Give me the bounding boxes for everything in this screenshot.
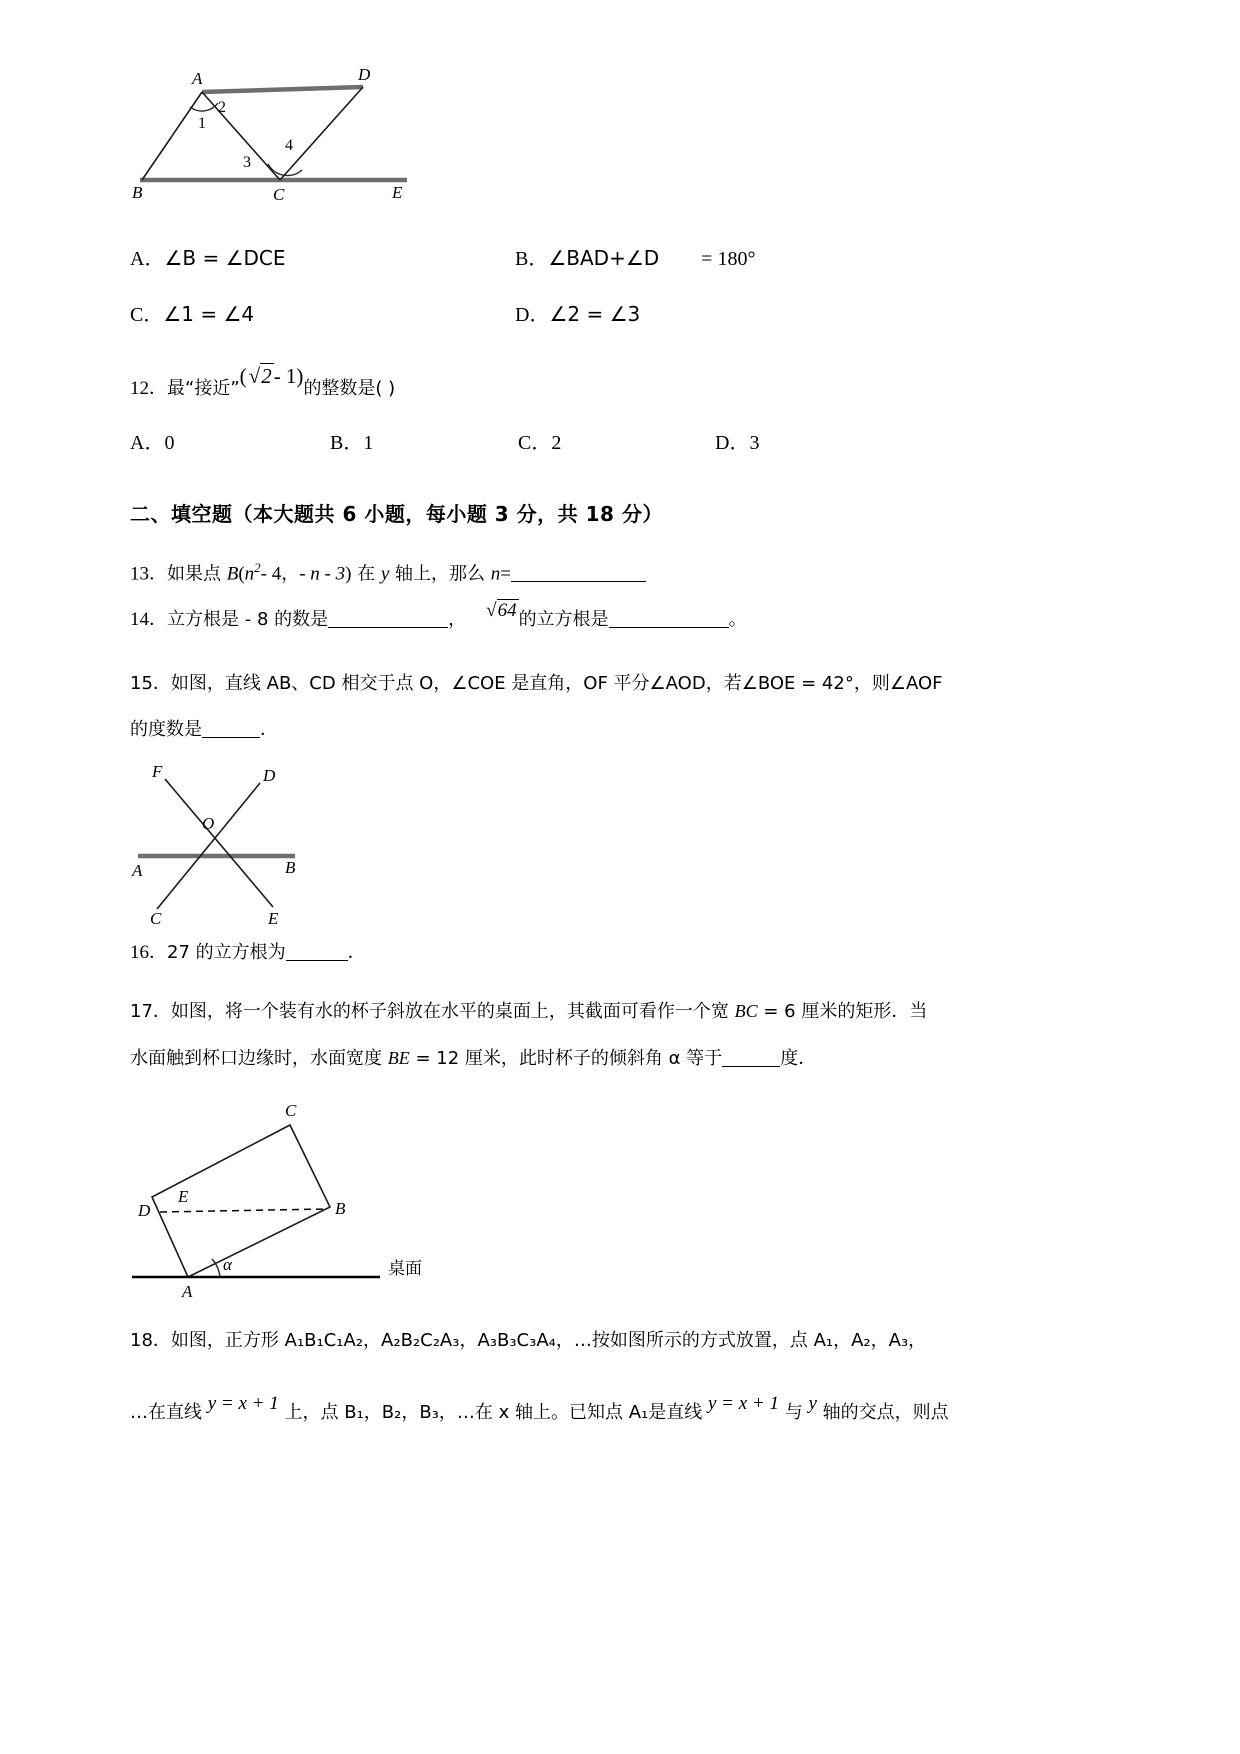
label-f: F [152, 762, 163, 782]
q11-option-a-key: A [130, 248, 145, 270]
q17-label-be: BE [387, 1048, 410, 1069]
line-ac [202, 92, 280, 180]
figure-q17-svg [130, 1092, 460, 1302]
q18-text-line-1: ．如图，正方形 A₁B₁C₁A₂，A₂B₂C₂A₃，A₃B₃C₃A₄，…按如图所示的方式放置，点 A₁，A₂，A₃， [152, 1330, 927, 1352]
label-table-surface: 桌面 [388, 1259, 422, 1280]
q18-equation-2: y = x + 1 [707, 1393, 779, 1415]
label-e: E [392, 183, 403, 202]
question-17-line-1 [130, 988, 1040, 1035]
q12-option-d[interactable]: D．3 [715, 432, 760, 454]
q13-axis: y [380, 563, 390, 585]
q16-text: ．27 的立方根为 [149, 942, 286, 964]
q13-coord-x-tail: - 4 [260, 563, 282, 585]
q11-option-d-text: ∠2 = ∠3 [549, 302, 641, 326]
q12-expr-tail: - 1) [273, 364, 304, 388]
q12-option-a-key: A [130, 432, 145, 454]
q18-y-axis-label: y [808, 1393, 817, 1415]
q12-option-b-text: 1 [363, 432, 374, 454]
label-d-q17: D [138, 1201, 151, 1221]
q12-option-c-text: 2 [551, 432, 562, 454]
q18-number: 18 [130, 1330, 153, 1352]
q13-part1: ．如果点 [149, 563, 227, 585]
q11-option-b-extra: = 180° [701, 248, 756, 270]
q11-option-d-key: D [515, 304, 530, 326]
q14-period: 。 [728, 609, 747, 631]
label-a-q17: A [182, 1282, 193, 1302]
q11-option-a-text: ∠B = ∠DCE [164, 246, 286, 270]
q15-period: ． [260, 719, 278, 741]
q14-comma: ， [448, 609, 467, 631]
label-c-q15: C [150, 909, 162, 927]
q12-option-a-text: 0 [164, 432, 175, 454]
label-angle-1: 1 [198, 115, 206, 132]
q13-part3: 轴上，那么 [389, 563, 491, 585]
q12-option-c-key: C [518, 432, 532, 454]
q11-options-row-2 [130, 298, 1040, 354]
question-13 [130, 545, 1040, 597]
label-angle-3: 3 [243, 154, 251, 171]
question-12 [130, 364, 1040, 412]
figure-q11-parallelogram [130, 60, 1040, 220]
q12-option-b-key: B [330, 432, 344, 454]
line-dc [157, 783, 260, 909]
question-16 [130, 930, 1040, 976]
question-15-line-2 [130, 707, 1040, 753]
q14-answer-blank-2[interactable] [609, 610, 729, 628]
q17-text-line-2b: = 12 厘米，此时杯子的倾斜角 α 等于 [409, 1048, 723, 1070]
figure-q11-svg [130, 60, 430, 220]
q12-option-c[interactable]: C．2 [518, 432, 562, 454]
q12-expression [240, 353, 304, 399]
q14-radical: √64 [486, 600, 517, 622]
q13-part2: 在 [351, 563, 381, 585]
label-a-q15: A [132, 861, 143, 881]
question-18-line-1 [130, 1318, 1040, 1364]
line-fe [165, 779, 273, 907]
figure-q17-tilted-cup [130, 1092, 1040, 1302]
q11-options-row-1 [130, 242, 1040, 298]
q13-comma: ， [281, 563, 300, 585]
q13-coord-y: - n - 3 [299, 563, 346, 585]
q13-paren-open: ( [238, 563, 245, 585]
figure-q15-intersecting-lines [130, 761, 1040, 926]
label-angle-2: 2 [218, 99, 226, 116]
figure-q15-svg [130, 761, 370, 926]
q17-text-line-2c: 度． [780, 1048, 817, 1070]
section-2-heading: 二、填空题（本大题共 6 小题，每小题 3 分，共 18 分） [130, 502, 663, 526]
q13-paren-close: ) [345, 563, 352, 585]
q12-radical: √2 [248, 364, 272, 388]
q11-option-b-key: B [515, 248, 529, 270]
q18-equation-1: y = x + 1 [207, 1393, 279, 1415]
q14-number: 14 [130, 609, 149, 631]
question-15-line-1 [130, 661, 1040, 707]
q11-option-c[interactable]: C．∠1 = ∠4 [130, 302, 255, 326]
q13-answer-blank[interactable] [511, 564, 646, 582]
q13-coord-x-exponent: 2 [254, 560, 261, 575]
q16-period: ． [347, 942, 366, 964]
q17-text-line-2a: 水面触到杯口边缘时，水面宽度 [130, 1048, 388, 1070]
line-ad [202, 87, 363, 92]
q12-prefix: ．最“接近” [149, 378, 240, 399]
label-b: B [132, 183, 143, 202]
q17-label-bc: BC [734, 1001, 758, 1022]
label-a: A [192, 69, 203, 88]
q13-point-name: B [226, 563, 239, 585]
q13-number: 13 [130, 563, 149, 585]
q11-option-c-text: ∠1 = ∠4 [163, 302, 255, 326]
q15-text-line-2: 的度数是 [130, 719, 202, 741]
q18-text-line-2a: …在直线 [130, 1402, 208, 1424]
q17-answer-blank[interactable] [722, 1049, 780, 1067]
question-17-line-2 [130, 1035, 1040, 1082]
q11-option-c-key: C [130, 304, 144, 326]
q14-answer-blank-1[interactable] [328, 610, 448, 628]
q12-radicand: 2 [261, 364, 272, 388]
q17-text-line-1a: ．如图，将一个装有水的杯子斜放在水平的桌面上，其截面可看作一个宽 [152, 1001, 735, 1023]
q18-text-line-2c: 与 [778, 1402, 809, 1424]
q12-options-row [130, 426, 1040, 482]
q15-text-line-1: ．如图，直线 AB、CD 相交于点 O，∠COE 是直角，OF 平分∠AOD，若∠BOE = 42°，则∠AOF [152, 673, 943, 695]
label-b-q17: B [335, 1199, 346, 1219]
q11-option-b-text: ∠BAD+∠D [548, 246, 660, 270]
q17-number: 17 [130, 1001, 153, 1023]
q14-part1: ．立方根是 - 8 的数是 [149, 609, 329, 631]
line-ab [142, 92, 202, 180]
label-c: C [273, 185, 285, 204]
q18-text-line-2b: 上，点 B₁，B₂，B₃，…在 x 轴上。已知点 A₁是直线 [278, 1402, 708, 1424]
q12-expr-open: ( [239, 364, 247, 388]
label-o: O [202, 814, 215, 834]
label-alpha: α [223, 1255, 232, 1275]
q11-option-d[interactable]: D．∠2 = ∠3 [515, 302, 641, 326]
q13-variable: n [490, 563, 501, 585]
q16-number: 16 [130, 942, 149, 964]
q16-answer-blank[interactable] [286, 943, 348, 961]
label-e-q15: E [268, 909, 279, 927]
q11-option-b[interactable]: B．∠BAD+∠D = 180° [515, 246, 756, 270]
q17-text-line-1b: = 6 厘米的矩形．当 [757, 1001, 928, 1023]
page-content [130, 60, 1040, 1436]
q15-number: 15 [130, 673, 153, 695]
line-cd [280, 87, 363, 180]
water-surface-line [160, 1209, 327, 1212]
label-c-q17: C [285, 1101, 297, 1121]
q14-part2: 的立方根是 [518, 609, 609, 631]
label-d: D [358, 65, 371, 84]
q12-option-d-key: D [715, 432, 730, 454]
q12-option-d-text: 3 [749, 432, 760, 454]
question-18-line-2 [130, 1390, 1040, 1436]
q12-number: 12 [130, 378, 149, 399]
q12-option-b[interactable]: B．1 [330, 432, 374, 454]
q11-option-a[interactable]: A．∠B = ∠DCE [130, 246, 286, 270]
q13-equals: = [500, 563, 511, 585]
q13-coord-x-base: n [244, 563, 255, 585]
label-angle-4: 4 [285, 137, 293, 154]
q15-answer-blank[interactable] [202, 720, 260, 738]
label-d-q15: D [263, 766, 276, 786]
q12-suffix: 的整数是( ) [303, 378, 396, 399]
question-14 [130, 597, 1040, 643]
q18-text-line-2d: 轴的交点，则点 [816, 1402, 949, 1424]
q12-option-a[interactable]: A．0 [130, 432, 175, 454]
label-b-q15: B [285, 858, 296, 878]
label-e-q17: E [178, 1187, 189, 1207]
q14-radicand: 64 [497, 600, 517, 622]
